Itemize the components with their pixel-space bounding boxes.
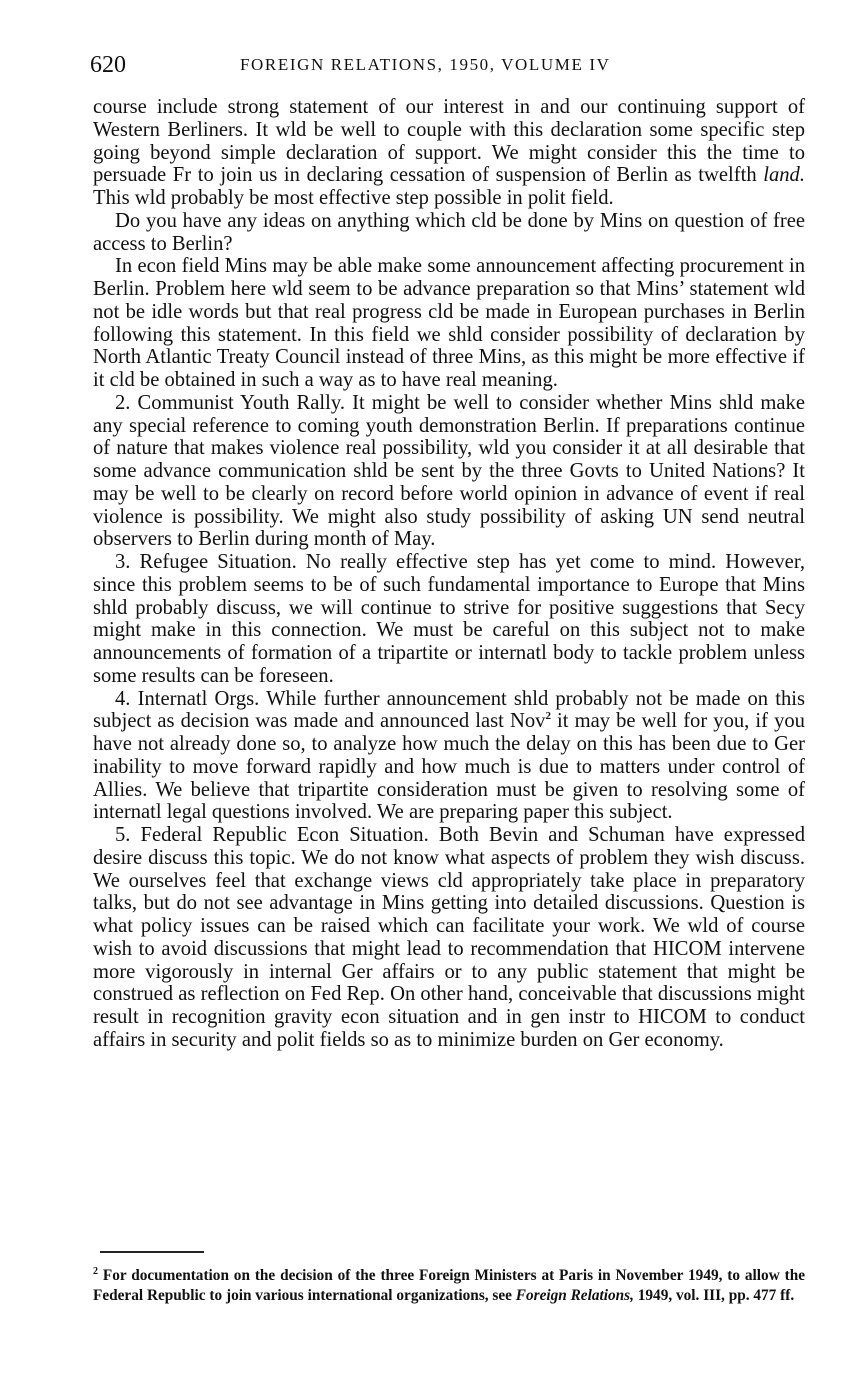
footnote-italic: Foreign Relations, — [515, 1287, 634, 1304]
paragraph-refugee-situation: 3. Refugee Situation. No really effective step has yet come to mind. However, since this problem seems to be of such fundamental importance to Europe that Mins shld probably discuss, we will continue to strive for positive suggestions that Secy might make in this connection. We must be careful on this subject not to make announcements of formation of a tripartite or internatl body to tackle problem unless some results can be foreseen. — [93, 551, 805, 687]
page-number: 620 — [90, 52, 126, 78]
footnote-text-end: 1949, vol. III, pp. 477 ff. — [633, 1287, 795, 1304]
running-title: FOREIGN RELATIONS, 1950, VOLUME IV — [240, 55, 611, 74]
footnote-text: For documentation on the decision of the three Foreign Ministers at Paris in November 1949, to allow the Federal Republic to join various international organizations, see — [93, 1267, 805, 1304]
paragraph-2: Do you have any ideas on anything which cld be done by Mins on question of free access to Berlin? — [93, 209, 805, 255]
body-text — [93, 96, 805, 1052]
footnote — [93, 1266, 805, 1306]
paragraph-internatl-orgs-text-end: it may be well for you, if you have not already done so, to analyze how much the delay on this has been due to Ger inability to move forward rapidly and how much is due to matters under control of Allies. We believe that tripartite consideration must be given to resolving some of internatl legal questions involved. We are preparing paper this subject. — [93, 710, 805, 824]
footnote-marker: 2 — [93, 1265, 98, 1277]
page-header — [90, 52, 800, 82]
footnote-reference: 2 — [545, 710, 551, 723]
paragraph-internatl-orgs — [93, 688, 805, 825]
paragraph-1-text-end: This wld probably be most effective step possible in polit field. — [93, 187, 614, 209]
paragraph-communist-youth-rally: 2. Communist Youth Rally. It might be well to consider whether Mins shld make any special reference to coming youth demonstration Berlin. If preparations continue of nature that makes violence real possibility, wld you consider it at all desirable that some advance communication shld be sent by the three Govts to United Nations? It may be well to be clearly on record before world opinion in advance of event if real violence is possibility. We might also study possibility of asking UN send neutral observers to Berlin during month of May. — [93, 391, 805, 551]
paragraph-3: In econ field Mins may be able make some announcement affecting procurement in Berlin. Problem here wld seem to be advance preparation so that Mins’ statement wld not be idle words but that real progress cld be made in European purchases in Berlin following this statement. In this field we shld consider possibility of declaration by North Atlantic Treaty Council instead of three Mins, as this might be more effective if it cld be obtained in such a way as to have real meaning. — [93, 255, 805, 391]
paragraph-1-text: course include strong statement of our interest in and our continuing support of Western Berliners. It wld be well to couple with this declaration some specific step going beyond simple declaration of support. We might consider this the time to persuade Fr to join us in declaring cessation of suspension of Berlin as twelfth — [93, 96, 805, 187]
paragraph-1 — [93, 96, 805, 210]
paragraph-federal-republic-econ: 5. Federal Republic Econ Situation. Both Bevin and Schuman have expressed desire discuss this topic. We do not know what aspects of problem they wish discuss. We ourselves feel that exchange views cld appropriately take place in preparatory talks, but do not see advantage in Mins getting into detailed discussions. Question is what policy issues can be raised which can facilitate your work. We wld of course wish to avoid discussions that might lead to recommendation that HICOM intervene more vigorously in internal Ger affairs or to any public statement that might be construed as reflection on Fed Rep. On other hand, conceivable that discussions might result in recognition gravity econ situation and in gen instr to HICOM to conduct affairs in security and polit fields so as to minimize burden on Ger economy. — [93, 824, 805, 1051]
paragraph-1-italic: land. — [763, 164, 805, 187]
paragraph-internatl-orgs-text: 4. Internatl Orgs. While further announcement shld probably not be made on this subject as decision was made and announced last Nov — [93, 687, 805, 733]
footnote-divider — [100, 1251, 204, 1253]
